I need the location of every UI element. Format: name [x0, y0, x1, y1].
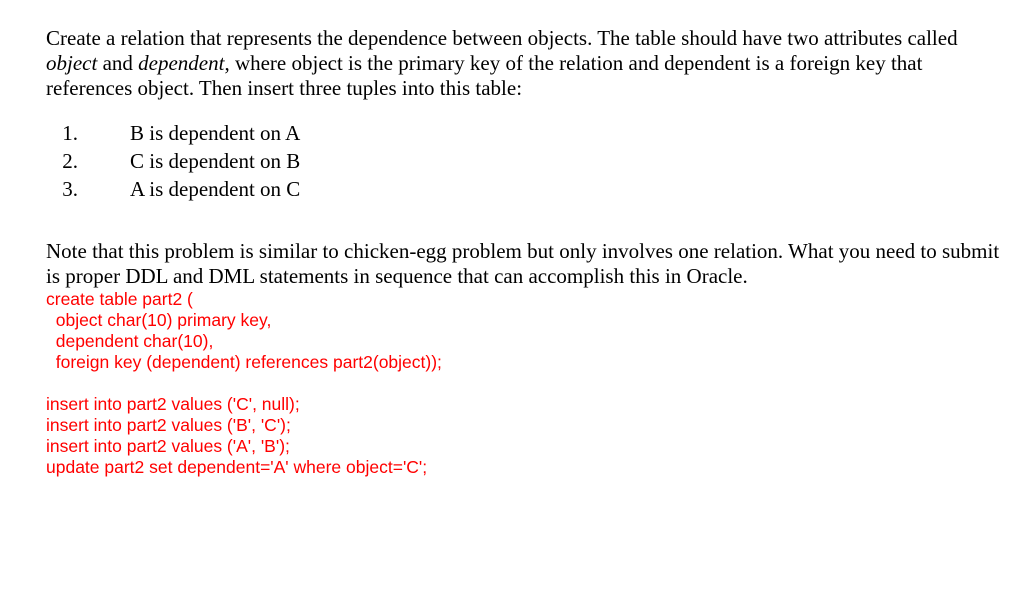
attr-object: object [46, 51, 98, 75]
list-item [46, 175, 1006, 203]
code-line: insert into part2 values ('C', null); [46, 394, 300, 414]
code-line: create table part2 ( [46, 289, 193, 309]
intro-text-1: Create a relation that represents the dependence between objects. The table should have two attributes called [46, 26, 958, 50]
list-item-text: C is dependent on B [130, 149, 301, 173]
document [46, 26, 1006, 478]
list-item [46, 147, 1006, 175]
list-item-number: 3. [62, 177, 78, 201]
list-item-number: 1. [62, 121, 78, 145]
code-line: foreign key (dependent) references part2(object)); [46, 352, 442, 372]
intro-text-2: , where object is the primary key of the relation and dependent is a foreign key that references object. Then insert three tuples into this table: [46, 51, 923, 100]
list-item-text: B is dependent on A [130, 121, 301, 145]
dml-code-block [46, 394, 1006, 478]
intro-and: and [97, 51, 139, 75]
code-line: insert into part2 values ('B', 'C'); [46, 415, 291, 435]
code-line: update part2 set dependent='A' where object='C'; [46, 457, 428, 477]
attr-dependent: dependent [138, 51, 225, 75]
problem-note: Note that this problem is similar to chicken-egg problem but only involves one relation. What you need to submit is proper DDL and DML statements in sequence that can accomplish this in Oracle. [46, 239, 1000, 288]
ddl-code-block [46, 289, 1006, 373]
list-item-text: A is dependent on C [130, 177, 301, 201]
list-item-number: 2. [62, 149, 78, 173]
code-line: dependent char(10), [46, 331, 214, 351]
code-line: object char(10) primary key, [46, 310, 272, 330]
tuple-list [46, 119, 1006, 203]
code-spacer [46, 373, 1006, 394]
problem-intro [46, 26, 1006, 101]
list-item [46, 119, 1006, 147]
code-line: insert into part2 values ('A', 'B'); [46, 436, 290, 456]
